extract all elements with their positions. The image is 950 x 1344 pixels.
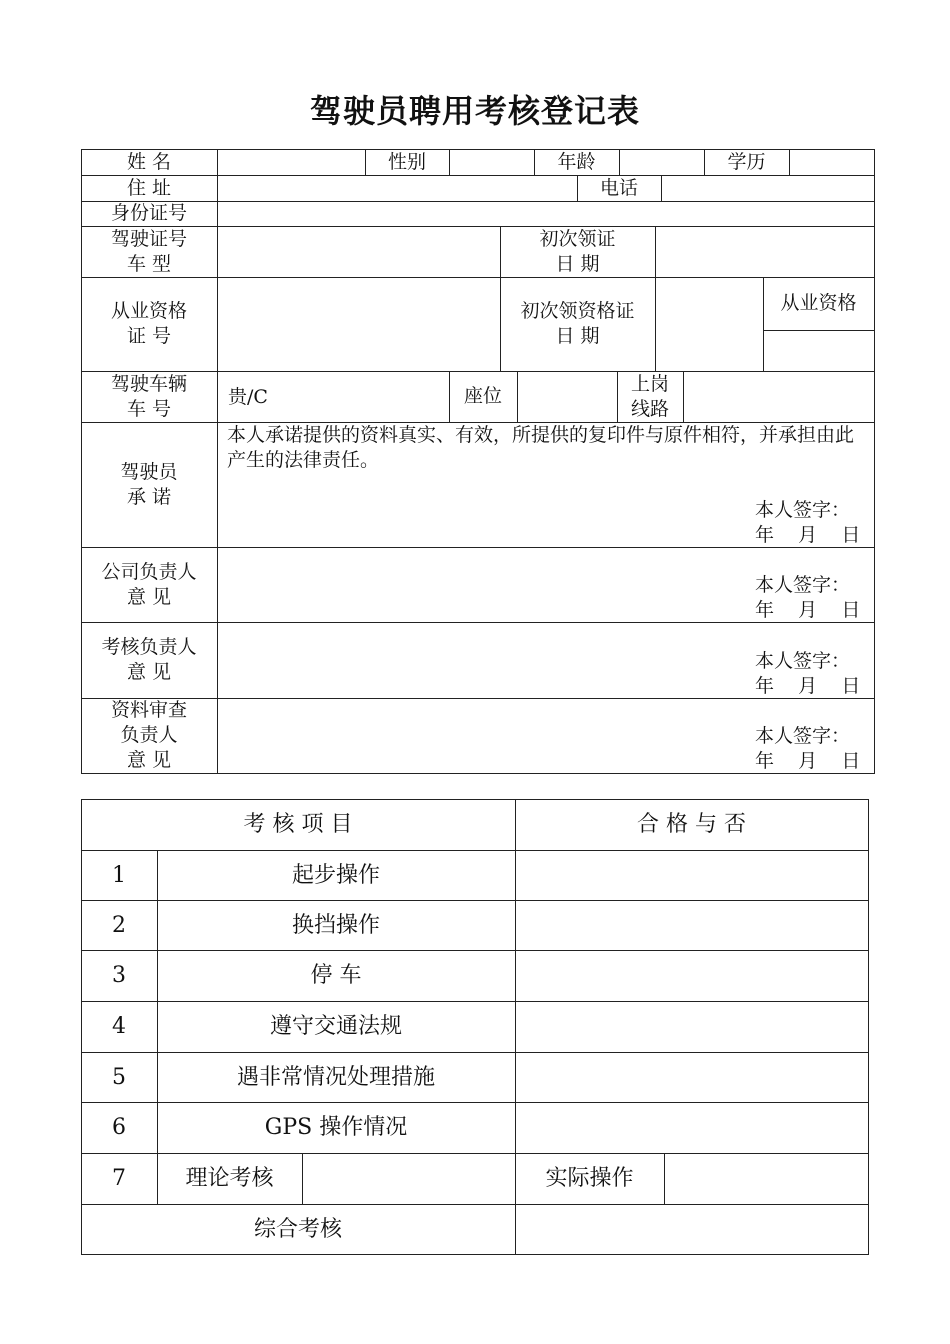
address-label: 住 址 — [126, 176, 172, 199]
date-label: 年 月 日 — [755, 599, 861, 621]
name-field[interactable] — [218, 150, 365, 175]
id-label: 身份证号 — [110, 202, 187, 224]
row-number: 5 — [112, 1064, 126, 1090]
seat-label: 座位 — [463, 385, 502, 407]
date-label: 年 月 日 — [755, 524, 861, 546]
row-number: 3 — [112, 963, 126, 988]
overall-assessment-label: 综合考核 — [253, 1216, 342, 1242]
theory-exam-field[interactable] — [303, 1154, 515, 1204]
assessment-item: GPS 操作情况 — [264, 1115, 408, 1140]
result-field[interactable] — [516, 1103, 868, 1153]
assessment-item: 换挡操作 — [291, 912, 380, 938]
phone-field[interactable] — [662, 176, 874, 201]
company-opinion-label: 公司负责人 意 见 — [101, 560, 197, 608]
address-field[interactable] — [218, 176, 577, 201]
gender-label: 性别 — [387, 150, 426, 173]
gender-field[interactable] — [450, 150, 534, 175]
license-label: 驾驶证号 车 型 — [110, 227, 187, 275]
qualification-field[interactable] — [218, 278, 500, 371]
license-field[interactable] — [218, 227, 500, 277]
vehicle-field[interactable]: 贵/C — [228, 385, 268, 408]
id-field[interactable] — [218, 202, 874, 226]
reviewer-opinion-label: 资料审查 负责人 意 见 — [110, 699, 187, 771]
qualification-type-field[interactable] — [764, 331, 874, 371]
row-number: 6 — [112, 1115, 126, 1140]
license-date-label: 初次领证 日 期 — [539, 227, 616, 275]
vehicle-label: 驾驶车辆 车 号 — [110, 372, 187, 420]
signature-label: 本人签字： — [755, 650, 851, 672]
assessor-opinion-label: 考核负责人 意 见 — [101, 636, 197, 683]
assessment-result-header: 合 格 与 否 — [637, 812, 746, 837]
qualification-date-label: 初次领资格证 日 期 — [520, 300, 635, 347]
overall-assessment-field[interactable] — [516, 1205, 868, 1254]
practical-exam-field[interactable] — [665, 1154, 868, 1204]
result-field[interactable] — [516, 901, 868, 950]
assessment-item: 遇非常情况处理措施 — [236, 1064, 435, 1090]
practical-exam-label: 实际操作 — [545, 1166, 634, 1191]
page-title: 驾驶员聘用考核登记表 — [309, 92, 640, 130]
age-label: 年龄 — [557, 150, 596, 173]
assessment-item: 起步操作 — [291, 862, 380, 888]
age-field[interactable] — [620, 150, 704, 175]
promise-label: 驾驶员 承 诺 — [120, 460, 178, 508]
date-label: 年 月 日 — [755, 675, 861, 697]
result-field[interactable] — [516, 951, 868, 1001]
row-number: 2 — [112, 912, 126, 938]
row-number: 7 — [112, 1166, 126, 1191]
row-number: 1 — [112, 862, 126, 888]
name-label: 姓 名 — [126, 150, 172, 173]
qualification-label: 从业资格 证 号 — [110, 300, 187, 347]
signature-label: 本人签字： — [755, 725, 851, 747]
qualification-type-label: 从业资格 — [780, 292, 857, 314]
assessment-item: 遵守交通法规 — [269, 1014, 402, 1039]
seat-field[interactable] — [518, 372, 617, 422]
assessment-item: 停 车 — [310, 963, 362, 988]
result-field[interactable] — [516, 851, 868, 900]
date-label: 年 月 日 — [755, 750, 861, 772]
row-number: 4 — [112, 1014, 126, 1039]
education-field[interactable] — [790, 150, 874, 175]
qualification-date-field[interactable] — [656, 278, 763, 371]
education-label: 学历 — [727, 150, 766, 173]
signature-label: 本人签字： — [755, 574, 851, 596]
route-field[interactable] — [684, 372, 874, 422]
signature-label: 本人签字： — [755, 499, 851, 521]
route-label: 上岗 线路 — [630, 372, 669, 420]
result-field[interactable] — [516, 1002, 868, 1052]
promise-text: 本人承诺提供的资料真实、有效，所提供的复印件与原件相符，并承担由此产生的法律责任。 — [227, 424, 855, 471]
result-field[interactable] — [516, 1053, 868, 1102]
theory-exam-label: 理论考核 — [185, 1166, 274, 1191]
license-date-field[interactable] — [656, 227, 874, 277]
assessment-item-header: 考 核 项 目 — [243, 812, 353, 837]
phone-label: 电话 — [599, 176, 638, 199]
